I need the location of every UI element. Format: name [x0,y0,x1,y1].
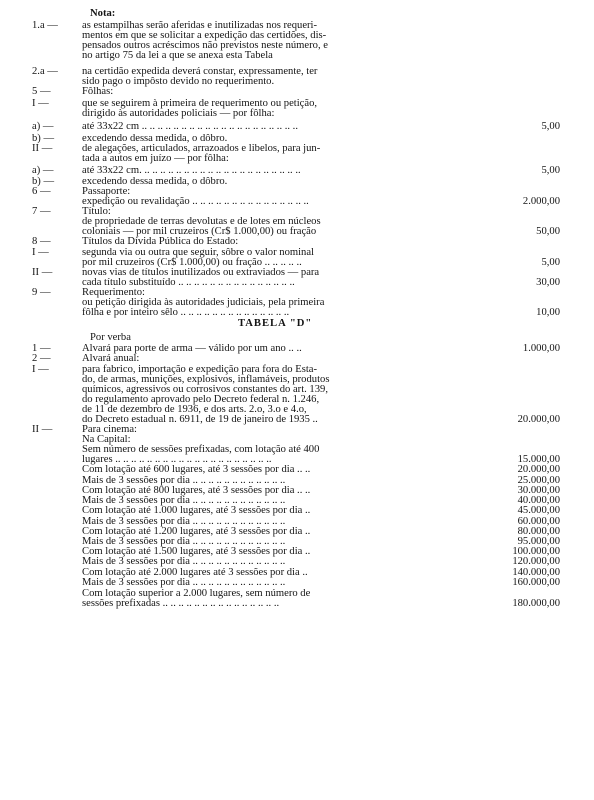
line-text: até 33x22 cm .. .. .. .. .. .. .. .. .. .. .. .. .. .. .. .. .. .. .. .. [82,121,298,132]
item-label: 6 — [32,186,51,197]
line-text: que se seguirem à primeira de requerimento ou petição, [82,98,318,109]
line-text: Com lotação até 1.500 lugares, até 3 sessões por dia .. [82,546,311,557]
item-label: 1 — [32,343,51,354]
line-text: coloniais — por mil cruzeiros (Cr$ 1.000,00) ou fração [82,226,317,237]
line-text: por mil cruzeiros (Cr$ 1.000,00) ou fração .. .. .. .. .. [82,257,302,268]
document-line [0,86,594,98]
line-text: químicos, agressivos ou corrosivos constantes do art. 139, [82,384,328,395]
amount-value: 45.000,00 [517,505,560,516]
line-text: para fabrico, importação e expedição para fora do Esta- [82,364,317,375]
item-label: b) — [32,133,55,144]
amount-value: 10,00 [536,307,560,318]
line-text: tada a autos em juízo — por fôlha: [82,153,229,164]
line-text: excedendo dessa medida, o dôbro. [82,176,228,187]
line-text: excedendo dessa medida, o dôbro. [82,133,228,144]
document-line [0,598,594,610]
item-label: 2 — [32,353,51,364]
line-text: Com lotação até 1.200 lugares, até 3 sessões por dia .. [82,526,311,537]
line-text: Sem número de sessões prefixadas, com lotação até 400 [82,444,320,455]
item-label: b) — [32,176,55,187]
amount-value: 20.000,00 [517,414,560,425]
line-text: lugares .. .. .. .. .. .. .. .. .. .. .. .. .. .. .. .. .. .. .. .. [82,454,272,465]
line-text: Título: [82,206,111,217]
item-label: 8 — [32,236,51,247]
line-text: na certidão expedida deverá constar, expressamente, ter [82,66,318,77]
amount-value: 5,00 [541,121,560,132]
line-text: Fôlhas: [82,86,114,97]
amount-value: 60.000,00 [517,516,560,527]
line-text: ou petição dirigida às autoridades judiciais, pela primeira [82,297,325,308]
amount-value: 40.000,00 [517,495,560,506]
amount-value: 2.000,00 [522,196,560,207]
line-text: Nota: [90,8,116,19]
line-text: Mais de 3 sessões por dia .. .. .. .. .. .. .. .. .. .. .. .. [82,475,286,486]
amount-value: 30,00 [536,277,560,288]
amount-value: 120.000,00 [512,556,560,567]
item-label: a) — [32,121,54,132]
line-text: Por verba [90,332,131,343]
line-text: novas vias de títulos inutilizados ou extraviados — para [82,267,320,278]
line-text: do Decreto estadual n. 6911, de 19 de janeiro de 1935 .. [82,414,318,425]
document-line [0,108,594,120]
document-line [0,153,594,165]
item-label: I — [32,98,49,109]
amount-value: 20.000,00 [517,464,560,475]
line-text: Na Capital: [82,434,131,445]
amount-value: 160.000,00 [512,577,560,588]
line-text: de 11 de dezembro de 1936, e dos arts. 2.o, 3.o e 4.o, [82,404,307,415]
line-text: do regulamento aprovado pelo Decreto federal n. 1.246, [82,394,320,405]
line-text: mentos em que se solicitar a expedição das certidões, dis- [82,30,327,41]
item-label: 2.a — [32,66,58,77]
amount-value: 1.000,00 [522,343,560,354]
document-line [0,121,594,133]
line-text: dirigido às autoridades policiais — por fôlha: [82,108,275,119]
line-text: Mais de 3 sessões por dia .. .. .. .. .. .. .. .. .. .. .. .. [82,556,286,567]
document-line [0,8,594,20]
item-label: II — [32,143,53,154]
line-text: de alegações, articulados, arrazoados e libelos, para jun- [82,143,321,154]
line-text: Mais de 3 sessões por dia .. .. .. .. .. .. .. .. .. .. .. .. [82,516,286,527]
line-text: Com lotação até 800 lugares, até 3 sessões por dia .. .. [82,485,311,496]
line-text: Para cinema: [82,424,138,435]
line-text: sido pago o impôsto devido no requerimento. [82,76,275,87]
table-heading-row [0,318,594,330]
line-text: Mais de 3 sessões por dia .. .. .. .. .. .. .. .. .. .. .. .. [82,536,286,547]
line-text: Títulos da Dívida Pública do Estado: [82,236,239,247]
item-label: I — [32,247,49,258]
amount-value: 25.000,00 [517,475,560,486]
item-label: II — [32,267,53,278]
amount-value: 30.000,00 [517,485,560,496]
amount-value: 180.000,00 [512,598,560,609]
line-text: Passaporte: [82,186,131,197]
line-text: sessões prefixadas .. .. .. .. .. .. .. .. .. .. .. .. .. .. .. [82,598,280,609]
amount-value: 15.000,00 [517,454,560,465]
amount-value: 5,00 [541,257,560,268]
line-text: pensados outros acréscimos não previstos neste número, e [82,40,328,51]
line-text: cada título substituído .. .. .. .. .. .. .. .. .. .. .. .. .. .. .. [82,277,295,288]
line-text: Mais de 3 sessões por dia .. .. .. .. .. .. .. .. .. .. .. .. [82,577,286,588]
table-title: TABELA "D" [238,318,313,329]
amount-value: 5,00 [541,165,560,176]
line-text: expedição ou revalidação .. .. .. .. .. .. .. .. .. .. .. .. .. .. .. [82,196,309,207]
line-text: até 33x22 cm. .. .. .. .. .. .. .. .. .. .. .. .. .. .. .. .. .. .. .. .. [82,165,301,176]
amount-value: 100.000,00 [512,546,560,557]
line-text: segunda via ou outra que seguir, sôbre o valor nominal [82,247,314,258]
line-text: Mais de 3 sessões por dia .. .. .. .. .. .. .. .. .. .. .. .. [82,495,286,506]
item-label: I — [32,364,49,375]
item-label: II — [32,424,53,435]
item-label: 7 — [32,206,51,217]
line-text: Com lotação até 600 lugares, até 3 sessões por dia .. .. [82,464,311,475]
line-text: Com lotação até 2.000 lugares até 3 sessões por dia .. [82,567,308,578]
item-label: a) — [32,165,54,176]
line-text: Com lotação superior a 2.000 lugares, sem número de [82,588,311,599]
line-text: do, de armas, munições, explosivos, inflamáveis, produtos [82,374,330,385]
line-text: de propriedade de terras devolutas e de lotes em núcleos [82,216,321,227]
line-text: as estampilhas serão aferidas e inutilizadas nos requeri- [82,20,318,31]
amount-value: 80.000,00 [517,526,560,537]
line-text: no artigo 75 da lei a que se anexa esta Tabela [82,50,273,61]
amount-value: 50,00 [536,226,560,237]
amount-value: 140.000,00 [512,567,560,578]
document-line [0,50,594,62]
line-text: Alvará anual: [82,353,140,364]
line-text: fôlha e por inteiro sêlo .. .. .. .. .. .. .. .. .. .. .. .. .. .. [82,307,290,318]
item-label: 5 — [32,86,51,97]
line-text: Alvará para porte de arma — válido por um ano .. .. [82,343,302,354]
line-text: Com lotação até 1.000 lugares, até 3 sessões por dia .. [82,505,311,516]
line-text: Requerimento: [82,287,145,298]
item-label: 9 — [32,287,51,298]
amount-value: 95.000,00 [517,536,560,547]
item-label: 1.a — [32,20,58,31]
